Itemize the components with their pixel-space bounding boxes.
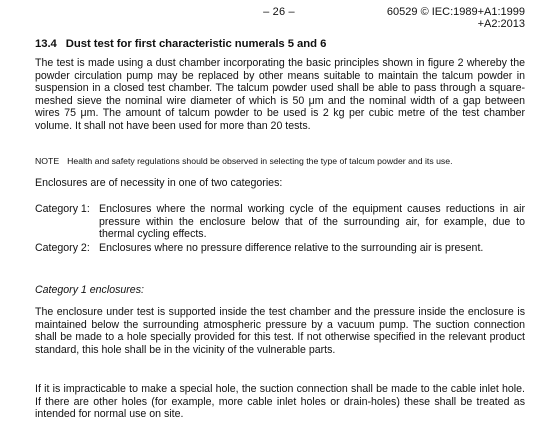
paragraph-test-description: The test is made using a dust chamber incorporating the basic principles shown in figure 2 whereby the powder circulation pump may be replaced by other means suitable to maintain the talcum powder in suspension in a closed test chamber. The talcum powder used shall be able to pass through a square-meshed sieve the nominal wire diameter of which is 50 μm and the nominal width of a gap between wires 75 μm. The amount of talcum powder to be used is 2 kg per cubic metre of the test chamber volume. It shall not have been used for more than 20 tests. [35,57,525,132]
paragraph-suction-connection: If it is impracticable to make a special hole, the suction connection shall be made to the cable inlet hole. If there are other holes (for example, more cable inlet holes or drain-holes) these shall be treated as intended for normal use on site. [35,383,525,421]
paragraph-category-1-procedure: The enclosure under test is supported inside the test chamber and the pressure inside the enclosure is maintained below the surrounding atmospheric pressure by a vacuum pump. The suction connection shall be made to a hole specially provided for this test. If not otherwise specified in the relevant product standard, this hole shall be in the vicinity of the vulnerable parts. [35,306,525,356]
standard-reference [387,6,525,30]
section-number: 13.4 [35,38,57,50]
note [35,156,525,167]
category-1-text: Enclosures where the normal working cycle of the equipment causes reductions in air pressure within the enclosure below that of the surrounding air, for example, due to thermal cycling effects. [99,203,525,241]
category-2-item [35,242,525,255]
category-1-item [35,203,525,241]
section-heading [35,38,326,50]
section-title: Dust test for first characteristic numerals 5 and 6 [65,38,327,50]
note-label: NOTE [35,156,60,166]
category-2-label: Category 2: [35,242,90,254]
category-1-label: Category 1: [35,203,90,215]
page-number: – 26 – [263,6,295,18]
paragraph-categories-intro: Enclosures are of necessity in one of two categories: [35,177,283,189]
note-text: Health and safety regulations should be observed in selecting the type of talcum powder and its use. [67,156,453,166]
category-2-text: Enclosures where no pressure difference relative to the surrounding air is present. [99,242,484,254]
subheading-category-1: Category 1 enclosures: [35,284,144,296]
standard-reference-line-1: 60529 © IEC:1989+A1:1999 [386,6,525,18]
standard-reference-line-2: +A2:2013 [477,18,525,30]
